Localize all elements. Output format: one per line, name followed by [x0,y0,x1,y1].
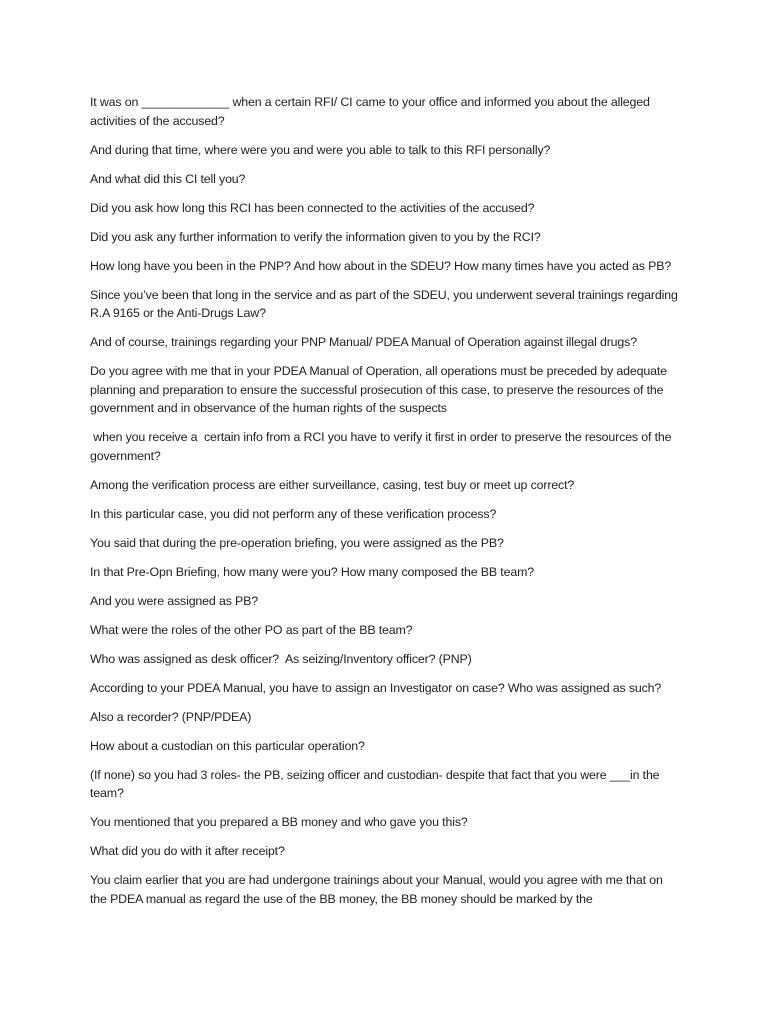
question-paragraph: Do you agree with me that in your PDEA Manual of Operation, all operations must be preceded by adequate planning and preparation to ensure the successful prosecution of this case, to preserve the resources of the government and in observance of the human rights of the suspects [90,364,671,415]
question-paragraph: In this particular case, you did not perform any of these verification process? [90,506,497,521]
question-paragraph: You mentioned that you prepared a BB money and who gave you this? [90,815,468,829]
question-paragraph: (If none) so you had 3 roles- the PB, seizing officer and custodian- despite that fact that you were ___in the team? [90,767,663,800]
question-paragraph: Among the verification process are either surveillance, casing, test buy or meet up correct? [90,477,575,492]
question-paragraph: And of course, trainings regarding your PNP Manual/ PDEA Manual of Operation against illegal drugs? [90,335,637,349]
question-paragraph: You claim earlier that you are had undergone trainings about your Manual, would you agree with me that on the PDEA manual as regard the use of the BB money, the BB money should be marked by the [90,873,667,906]
question-paragraph: when you receive a certain info from a RCI you have to verify it first in order to preserve the resources of the government? [90,430,675,463]
question-paragraph: In that Pre-Opn Briefing, how many were you? How many composed the BB team? [90,564,534,579]
question-paragraph: Did you ask how long this RCI has been connected to the activities of the accused? [90,200,535,215]
question-paragraph: How long have you been in the PNP? And how about in the SDEU? How many times have you acted as PB? [90,258,672,273]
question-paragraph: What did you do with it after receipt? [90,844,285,858]
question-paragraph: You said that during the pre-operation briefing, you were assigned as the PB? [90,535,504,550]
question-paragraph: Did you ask any further information to verify the information given to you by the RCI? [90,229,541,244]
question-paragraph: What were the roles of the other PO as part of the BB team? [90,622,413,637]
question-paragraph: It was on _____________ when a certain RFI/ CI came to your office and informed you about the alleged activities of the accused? [90,95,654,128]
question-paragraph: Also a recorder? (PNP/PDEA) [90,709,252,724]
question-paragraph: How about a custodian on this particular operation? [90,738,365,753]
question-paragraph: And what did this CI tell you? [90,171,246,186]
document-body [90,93,680,919]
question-paragraph: And during that time, where were you and were you able to talk to this RFI personally? [90,142,551,157]
question-paragraph: Since you’ve been that long in the service and as part of the SDEU, you underwent several trainings regarding R.A 9165 or the Anti-Drugs Law? [90,287,682,320]
question-paragraph: And you were assigned as PB? [90,593,258,608]
question-paragraph: Who was assigned as desk officer? As seizing/Inventory officer? (PNP) [90,651,472,666]
question-paragraph: According to your PDEA Manual, you have to assign an Investigator on case? Who was assigned as such? [90,680,662,695]
